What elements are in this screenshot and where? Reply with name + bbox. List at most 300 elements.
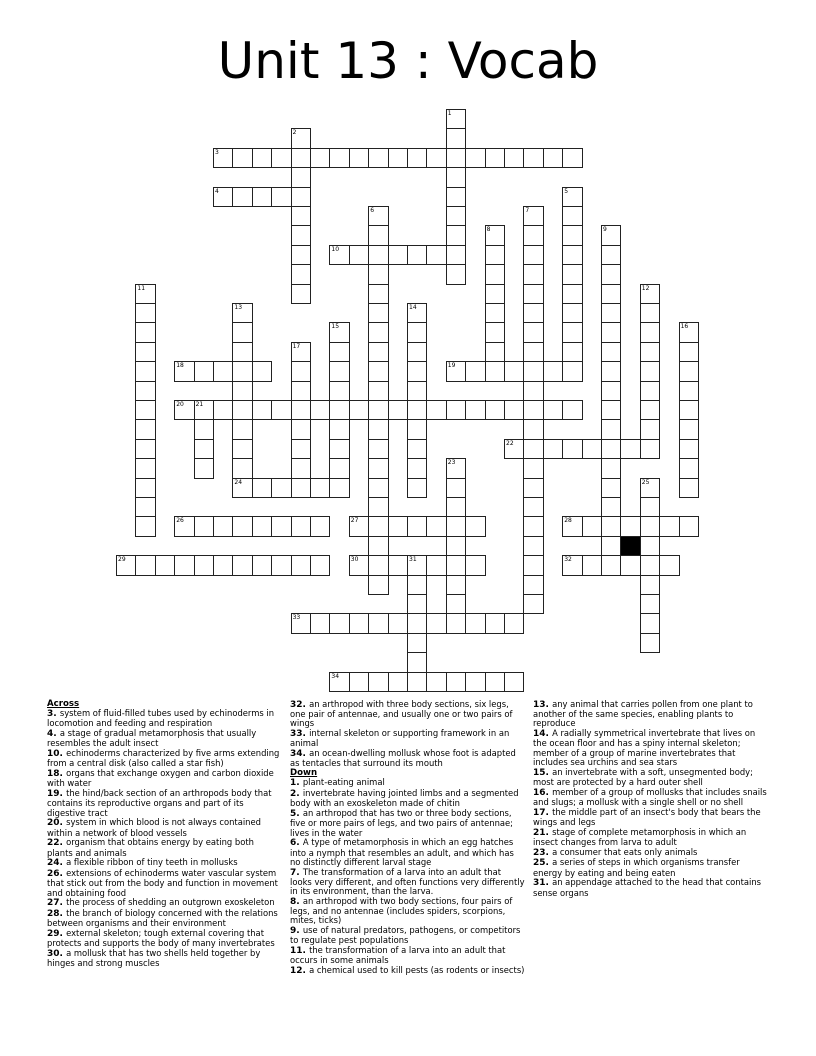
grid-cell[interactable] bbox=[194, 439, 214, 459]
grid-cell[interactable] bbox=[601, 439, 621, 459]
grid-cell[interactable] bbox=[194, 400, 214, 420]
grid-cell[interactable] bbox=[620, 516, 640, 536]
grid-cell[interactable] bbox=[194, 458, 214, 478]
grid-cell[interactable] bbox=[465, 361, 485, 381]
grid-cell[interactable] bbox=[388, 245, 408, 265]
grid-cell[interactable] bbox=[562, 206, 582, 226]
grid-cell[interactable] bbox=[368, 245, 388, 265]
grid-cell[interactable] bbox=[523, 303, 543, 323]
grid-cell[interactable] bbox=[446, 206, 466, 226]
grid-cell[interactable] bbox=[523, 478, 543, 498]
grid-cell[interactable] bbox=[213, 148, 233, 168]
grid-cell[interactable] bbox=[329, 458, 349, 478]
grid-cell[interactable] bbox=[310, 478, 330, 498]
grid-cell[interactable] bbox=[291, 400, 311, 420]
grid-cell[interactable] bbox=[504, 400, 524, 420]
grid-cell[interactable] bbox=[465, 555, 485, 575]
grid-cell[interactable] bbox=[349, 555, 369, 575]
grid-cell[interactable] bbox=[407, 148, 427, 168]
grid-cell[interactable] bbox=[407, 672, 427, 692]
grid-cell[interactable] bbox=[601, 555, 621, 575]
grid-cell[interactable] bbox=[523, 439, 543, 459]
grid-cell[interactable] bbox=[271, 148, 291, 168]
grid-cell[interactable] bbox=[485, 672, 505, 692]
grid-cell[interactable] bbox=[291, 555, 311, 575]
grid-cell[interactable] bbox=[329, 419, 349, 439]
grid-cell[interactable] bbox=[135, 516, 155, 536]
grid-cell[interactable] bbox=[601, 264, 621, 284]
grid-cell[interactable] bbox=[407, 439, 427, 459]
grid-cell[interactable] bbox=[407, 303, 427, 323]
grid-cell[interactable] bbox=[485, 322, 505, 342]
grid-cell[interactable] bbox=[523, 497, 543, 517]
grid-cell[interactable] bbox=[174, 361, 194, 381]
grid-cell[interactable] bbox=[562, 555, 582, 575]
grid-cell[interactable] bbox=[232, 148, 252, 168]
grid-cell[interactable] bbox=[232, 400, 252, 420]
grid-cell[interactable] bbox=[485, 613, 505, 633]
grid-cell[interactable] bbox=[485, 245, 505, 265]
grid-cell[interactable] bbox=[446, 497, 466, 517]
grid-cell[interactable] bbox=[640, 478, 660, 498]
grid-cell[interactable] bbox=[232, 419, 252, 439]
grid-cell[interactable] bbox=[368, 439, 388, 459]
grid-cell[interactable] bbox=[543, 361, 563, 381]
grid-cell[interactable] bbox=[232, 322, 252, 342]
grid-cell[interactable] bbox=[407, 633, 427, 653]
grid-cell[interactable] bbox=[620, 555, 640, 575]
grid-cell[interactable] bbox=[446, 458, 466, 478]
grid-cell[interactable] bbox=[562, 148, 582, 168]
grid-cell[interactable] bbox=[523, 361, 543, 381]
grid-cell[interactable] bbox=[213, 400, 233, 420]
grid-cell[interactable] bbox=[504, 439, 524, 459]
grid-cell[interactable] bbox=[640, 400, 660, 420]
grid-cell[interactable] bbox=[582, 439, 602, 459]
grid-cell[interactable] bbox=[543, 148, 563, 168]
grid-cell[interactable] bbox=[485, 148, 505, 168]
grid-cell[interactable] bbox=[446, 478, 466, 498]
grid-cell[interactable] bbox=[601, 322, 621, 342]
grid-cell[interactable] bbox=[523, 284, 543, 304]
grid-cell[interactable] bbox=[543, 400, 563, 420]
grid-cell[interactable] bbox=[446, 225, 466, 245]
grid-cell[interactable] bbox=[640, 439, 660, 459]
grid-cell[interactable] bbox=[407, 245, 427, 265]
grid-cell[interactable] bbox=[562, 303, 582, 323]
grid-cell[interactable] bbox=[601, 342, 621, 362]
grid-cell[interactable] bbox=[252, 361, 272, 381]
grid-cell[interactable] bbox=[135, 381, 155, 401]
grid-cell[interactable] bbox=[368, 381, 388, 401]
grid-cell[interactable] bbox=[446, 575, 466, 595]
grid-cell[interactable] bbox=[135, 400, 155, 420]
grid-cell[interactable] bbox=[485, 342, 505, 362]
grid-cell[interactable] bbox=[465, 148, 485, 168]
grid-cell[interactable] bbox=[407, 400, 427, 420]
grid-cell[interactable] bbox=[213, 361, 233, 381]
grid-cell[interactable] bbox=[523, 225, 543, 245]
grid-cell[interactable] bbox=[116, 555, 136, 575]
grid-cell[interactable] bbox=[271, 555, 291, 575]
grid-cell[interactable] bbox=[368, 419, 388, 439]
grid-cell[interactable] bbox=[679, 361, 699, 381]
grid-cell[interactable] bbox=[659, 516, 679, 536]
grid-cell[interactable] bbox=[407, 381, 427, 401]
grid-cell[interactable] bbox=[523, 575, 543, 595]
grid-cell[interactable] bbox=[601, 361, 621, 381]
grid-cell[interactable] bbox=[232, 361, 252, 381]
grid-cell[interactable] bbox=[368, 342, 388, 362]
grid-cell[interactable] bbox=[232, 439, 252, 459]
grid-cell[interactable] bbox=[640, 419, 660, 439]
grid-cell[interactable] bbox=[368, 613, 388, 633]
grid-cell[interactable] bbox=[582, 555, 602, 575]
grid-cell[interactable] bbox=[135, 555, 155, 575]
grid-cell[interactable] bbox=[368, 284, 388, 304]
grid-cell[interactable] bbox=[523, 594, 543, 614]
grid-cell[interactable] bbox=[562, 322, 582, 342]
grid-cell[interactable] bbox=[446, 555, 466, 575]
grid-cell[interactable] bbox=[291, 284, 311, 304]
grid-cell[interactable] bbox=[135, 458, 155, 478]
grid-cell[interactable] bbox=[213, 555, 233, 575]
grid-cell[interactable] bbox=[291, 516, 311, 536]
grid-cell[interactable] bbox=[446, 187, 466, 207]
grid-cell[interactable] bbox=[601, 400, 621, 420]
grid-cell[interactable] bbox=[232, 187, 252, 207]
grid-cell[interactable] bbox=[368, 555, 388, 575]
grid-cell[interactable] bbox=[388, 672, 408, 692]
grid-cell[interactable] bbox=[407, 516, 427, 536]
grid-cell[interactable] bbox=[310, 613, 330, 633]
grid-cell[interactable] bbox=[407, 613, 427, 633]
grid-cell[interactable] bbox=[349, 613, 369, 633]
grid-cell[interactable] bbox=[601, 419, 621, 439]
grid-cell[interactable] bbox=[388, 516, 408, 536]
grid-cell[interactable] bbox=[329, 613, 349, 633]
grid-cell[interactable] bbox=[368, 148, 388, 168]
grid-cell[interactable] bbox=[485, 264, 505, 284]
grid-cell[interactable] bbox=[174, 555, 194, 575]
grid-cell[interactable] bbox=[368, 322, 388, 342]
grid-cell[interactable] bbox=[232, 478, 252, 498]
grid-cell[interactable] bbox=[465, 400, 485, 420]
grid-cell[interactable] bbox=[679, 322, 699, 342]
grid-cell[interactable] bbox=[601, 478, 621, 498]
grid-cell[interactable] bbox=[679, 342, 699, 362]
grid-cell[interactable] bbox=[485, 303, 505, 323]
grid-cell[interactable] bbox=[291, 478, 311, 498]
grid-cell[interactable] bbox=[679, 478, 699, 498]
grid-cell[interactable] bbox=[135, 303, 155, 323]
grid-cell[interactable] bbox=[252, 478, 272, 498]
grid-cell[interactable] bbox=[135, 361, 155, 381]
grid-cell[interactable] bbox=[310, 400, 330, 420]
grid-cell[interactable] bbox=[446, 109, 466, 129]
grid-cell[interactable] bbox=[291, 128, 311, 148]
grid-cell[interactable] bbox=[601, 516, 621, 536]
grid-cell[interactable] bbox=[213, 516, 233, 536]
grid-cell[interactable] bbox=[562, 361, 582, 381]
grid-cell[interactable] bbox=[232, 516, 252, 536]
grid-cell[interactable] bbox=[640, 284, 660, 304]
grid-cell[interactable] bbox=[601, 497, 621, 517]
grid-cell[interactable] bbox=[291, 245, 311, 265]
grid-cell[interactable] bbox=[562, 245, 582, 265]
grid-cell[interactable] bbox=[446, 264, 466, 284]
grid-cell[interactable] bbox=[407, 575, 427, 595]
grid-cell[interactable] bbox=[329, 148, 349, 168]
grid-cell[interactable] bbox=[426, 245, 446, 265]
grid-cell[interactable] bbox=[601, 458, 621, 478]
grid-cell[interactable] bbox=[601, 536, 621, 556]
grid-cell[interactable] bbox=[291, 225, 311, 245]
grid-cell[interactable] bbox=[174, 516, 194, 536]
grid-cell[interactable] bbox=[659, 555, 679, 575]
grid-cell[interactable] bbox=[523, 342, 543, 362]
grid-cell[interactable] bbox=[465, 613, 485, 633]
grid-cell[interactable] bbox=[271, 516, 291, 536]
grid-cell[interactable] bbox=[582, 516, 602, 536]
grid-cell[interactable] bbox=[388, 555, 408, 575]
grid-cell[interactable] bbox=[368, 672, 388, 692]
grid-cell[interactable] bbox=[407, 419, 427, 439]
grid-cell[interactable] bbox=[291, 187, 311, 207]
grid-cell[interactable] bbox=[640, 613, 660, 633]
grid-cell[interactable] bbox=[543, 439, 563, 459]
grid-cell[interactable] bbox=[291, 167, 311, 187]
grid-cell[interactable] bbox=[271, 400, 291, 420]
grid-cell[interactable] bbox=[562, 225, 582, 245]
grid-cell[interactable] bbox=[640, 555, 660, 575]
grid-cell[interactable] bbox=[601, 245, 621, 265]
grid-cell[interactable] bbox=[135, 497, 155, 517]
grid-cell[interactable] bbox=[388, 400, 408, 420]
grid-cell[interactable] bbox=[504, 148, 524, 168]
grid-cell[interactable] bbox=[640, 536, 660, 556]
grid-cell[interactable] bbox=[252, 516, 272, 536]
grid-cell[interactable] bbox=[465, 516, 485, 536]
grid-cell[interactable] bbox=[329, 478, 349, 498]
grid-cell[interactable] bbox=[426, 148, 446, 168]
grid-cell[interactable] bbox=[329, 322, 349, 342]
grid-cell[interactable] bbox=[523, 555, 543, 575]
grid-cell[interactable] bbox=[426, 516, 446, 536]
grid-cell[interactable] bbox=[368, 478, 388, 498]
grid-cell[interactable] bbox=[562, 400, 582, 420]
grid-cell[interactable] bbox=[368, 206, 388, 226]
grid-cell[interactable] bbox=[368, 303, 388, 323]
grid-cell[interactable] bbox=[640, 303, 660, 323]
grid-cell[interactable] bbox=[640, 497, 660, 517]
grid-cell[interactable] bbox=[426, 400, 446, 420]
grid-cell[interactable] bbox=[679, 400, 699, 420]
grid-cell[interactable] bbox=[232, 458, 252, 478]
grid-cell[interactable] bbox=[252, 555, 272, 575]
grid-cell[interactable] bbox=[640, 575, 660, 595]
grid-cell[interactable] bbox=[640, 342, 660, 362]
grid-cell[interactable] bbox=[679, 458, 699, 478]
grid-cell[interactable] bbox=[232, 555, 252, 575]
grid-cell[interactable] bbox=[271, 187, 291, 207]
grid-cell[interactable] bbox=[523, 458, 543, 478]
grid-cell[interactable] bbox=[446, 167, 466, 187]
grid-cell[interactable] bbox=[368, 536, 388, 556]
grid-cell[interactable] bbox=[523, 419, 543, 439]
grid-cell[interactable] bbox=[194, 516, 214, 536]
grid-cell[interactable] bbox=[291, 361, 311, 381]
grid-cell[interactable] bbox=[446, 672, 466, 692]
grid-cell[interactable] bbox=[329, 400, 349, 420]
grid-cell[interactable] bbox=[523, 516, 543, 536]
grid-cell[interactable] bbox=[446, 613, 466, 633]
grid-cell[interactable] bbox=[446, 536, 466, 556]
grid-cell[interactable] bbox=[407, 594, 427, 614]
grid-cell[interactable] bbox=[368, 264, 388, 284]
grid-cell[interactable] bbox=[504, 361, 524, 381]
grid-cell[interactable] bbox=[368, 458, 388, 478]
grid-cell[interactable] bbox=[562, 264, 582, 284]
grid-cell[interactable] bbox=[640, 381, 660, 401]
grid-cell[interactable] bbox=[291, 206, 311, 226]
grid-cell[interactable] bbox=[329, 361, 349, 381]
grid-cell[interactable] bbox=[368, 575, 388, 595]
grid-cell[interactable] bbox=[446, 245, 466, 265]
grid-cell[interactable] bbox=[446, 148, 466, 168]
grid-cell[interactable] bbox=[135, 284, 155, 304]
grid-cell[interactable] bbox=[562, 439, 582, 459]
grid-cell[interactable] bbox=[601, 284, 621, 304]
grid-cell[interactable] bbox=[523, 206, 543, 226]
grid-cell[interactable] bbox=[562, 516, 582, 536]
grid-cell[interactable] bbox=[135, 342, 155, 362]
grid-cell[interactable] bbox=[640, 594, 660, 614]
grid-cell[interactable] bbox=[329, 439, 349, 459]
grid-cell[interactable] bbox=[523, 381, 543, 401]
grid-cell[interactable] bbox=[446, 400, 466, 420]
grid-cell[interactable] bbox=[446, 128, 466, 148]
grid-cell[interactable] bbox=[368, 497, 388, 517]
grid-cell[interactable] bbox=[523, 245, 543, 265]
grid-cell[interactable] bbox=[252, 148, 272, 168]
grid-cell[interactable] bbox=[407, 652, 427, 672]
grid-cell[interactable] bbox=[620, 439, 640, 459]
grid-cell[interactable] bbox=[368, 516, 388, 536]
grid-cell[interactable] bbox=[291, 264, 311, 284]
grid-cell[interactable] bbox=[388, 148, 408, 168]
grid-cell[interactable] bbox=[194, 361, 214, 381]
grid-cell[interactable] bbox=[640, 516, 660, 536]
grid-cell[interactable] bbox=[679, 439, 699, 459]
grid-cell[interactable] bbox=[485, 225, 505, 245]
grid-cell[interactable] bbox=[485, 284, 505, 304]
grid-cell[interactable] bbox=[640, 322, 660, 342]
grid-cell[interactable] bbox=[601, 303, 621, 323]
grid-cell[interactable] bbox=[291, 419, 311, 439]
grid-cell[interactable] bbox=[271, 478, 291, 498]
grid-cell[interactable] bbox=[504, 613, 524, 633]
grid-cell[interactable] bbox=[310, 555, 330, 575]
grid-cell[interactable] bbox=[407, 478, 427, 498]
grid-cell[interactable] bbox=[194, 419, 214, 439]
grid-cell[interactable] bbox=[446, 594, 466, 614]
grid-cell[interactable] bbox=[135, 322, 155, 342]
grid-cell[interactable] bbox=[310, 516, 330, 536]
grid-cell[interactable] bbox=[485, 361, 505, 381]
grid-cell[interactable] bbox=[252, 400, 272, 420]
grid-cell[interactable] bbox=[640, 633, 660, 653]
grid-cell[interactable] bbox=[504, 672, 524, 692]
grid-cell[interactable] bbox=[407, 555, 427, 575]
grid-cell[interactable] bbox=[135, 478, 155, 498]
grid-cell[interactable] bbox=[329, 342, 349, 362]
grid-cell[interactable] bbox=[291, 458, 311, 478]
grid-cell[interactable] bbox=[232, 381, 252, 401]
grid-cell[interactable] bbox=[155, 555, 175, 575]
grid-cell[interactable] bbox=[368, 400, 388, 420]
grid-cell[interactable] bbox=[232, 342, 252, 362]
grid-cell[interactable] bbox=[291, 439, 311, 459]
grid-cell[interactable] bbox=[407, 342, 427, 362]
grid-cell[interactable] bbox=[446, 361, 466, 381]
grid-cell[interactable] bbox=[562, 187, 582, 207]
grid-cell[interactable] bbox=[349, 245, 369, 265]
grid-cell[interactable] bbox=[523, 264, 543, 284]
grid-cell[interactable] bbox=[523, 148, 543, 168]
grid-cell[interactable] bbox=[135, 419, 155, 439]
grid-cell[interactable] bbox=[291, 613, 311, 633]
grid-cell[interactable] bbox=[562, 342, 582, 362]
grid-cell[interactable] bbox=[426, 613, 446, 633]
grid-cell[interactable] bbox=[368, 361, 388, 381]
grid-cell[interactable] bbox=[407, 361, 427, 381]
grid-cell[interactable] bbox=[485, 400, 505, 420]
grid-cell[interactable] bbox=[291, 342, 311, 362]
grid-cell[interactable] bbox=[310, 148, 330, 168]
grid-cell[interactable] bbox=[232, 303, 252, 323]
grid-cell[interactable] bbox=[407, 458, 427, 478]
grid-cell[interactable] bbox=[601, 225, 621, 245]
grid-cell[interactable] bbox=[329, 672, 349, 692]
grid-cell[interactable] bbox=[329, 245, 349, 265]
grid-cell[interactable] bbox=[368, 225, 388, 245]
grid-cell[interactable] bbox=[523, 322, 543, 342]
grid-cell[interactable] bbox=[349, 400, 369, 420]
grid-cell[interactable] bbox=[291, 381, 311, 401]
grid-cell[interactable] bbox=[679, 419, 699, 439]
grid-cell[interactable] bbox=[679, 516, 699, 536]
grid-cell[interactable] bbox=[174, 400, 194, 420]
grid-cell[interactable] bbox=[426, 555, 446, 575]
grid-cell[interactable] bbox=[562, 284, 582, 304]
grid-cell[interactable] bbox=[640, 361, 660, 381]
grid-cell[interactable] bbox=[601, 381, 621, 401]
grid-cell[interactable] bbox=[349, 148, 369, 168]
grid-cell[interactable] bbox=[465, 672, 485, 692]
grid-cell[interactable] bbox=[446, 516, 466, 536]
grid-cell[interactable] bbox=[213, 187, 233, 207]
grid-cell[interactable] bbox=[523, 536, 543, 556]
grid-cell[interactable] bbox=[135, 439, 155, 459]
grid-cell[interactable] bbox=[426, 672, 446, 692]
grid-cell[interactable] bbox=[388, 613, 408, 633]
grid-cell[interactable] bbox=[407, 322, 427, 342]
grid-cell[interactable] bbox=[194, 555, 214, 575]
grid-cell[interactable] bbox=[252, 187, 272, 207]
grid-cell[interactable] bbox=[291, 148, 311, 168]
grid-cell[interactable] bbox=[679, 381, 699, 401]
